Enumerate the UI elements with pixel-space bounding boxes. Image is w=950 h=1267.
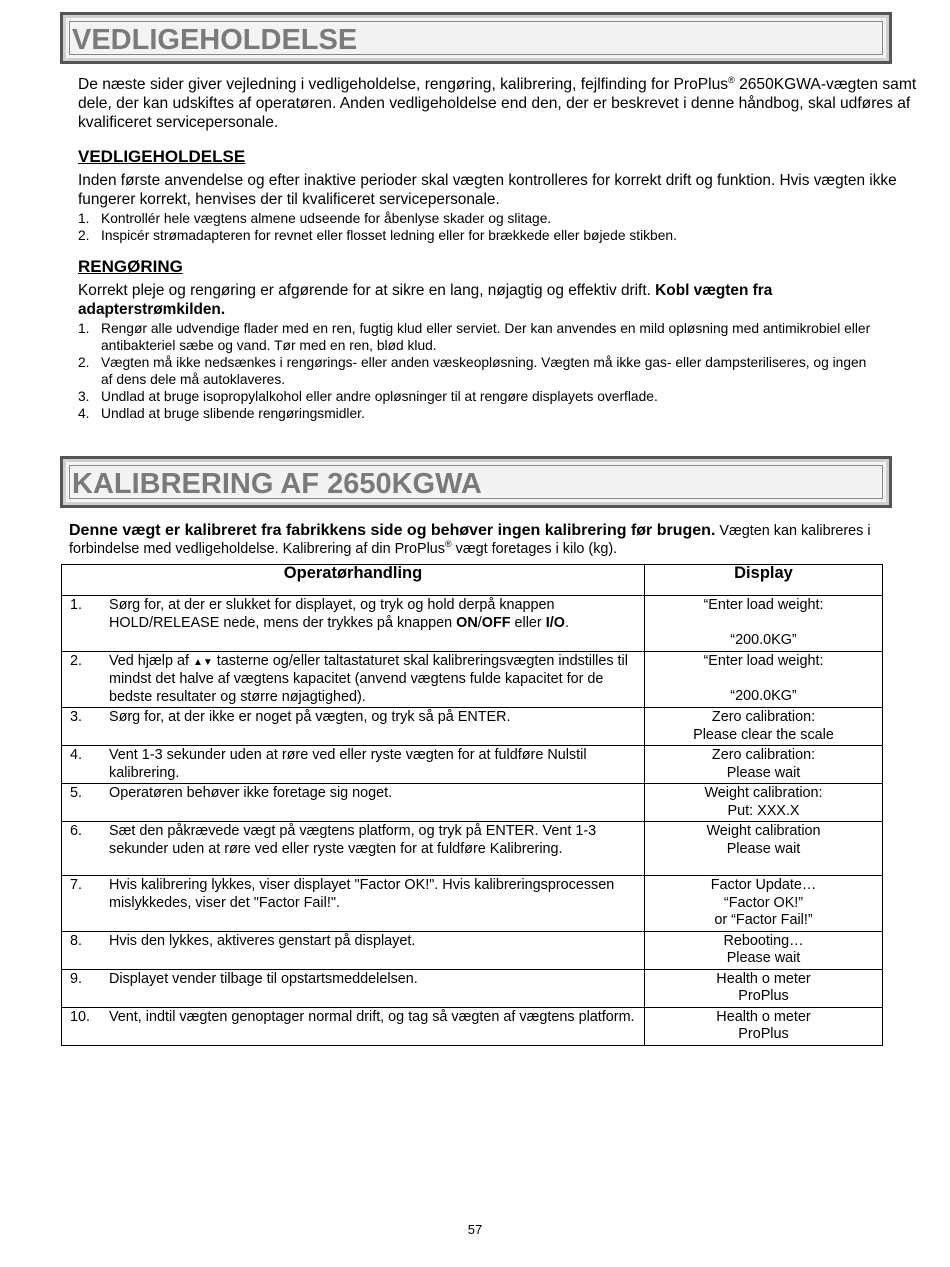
maintenance-heading: VEDLIGEHOLDELSE bbox=[78, 147, 246, 166]
column-header-display: Display bbox=[645, 565, 883, 596]
table-row: 1. Sørg for, at der er slukket for displayet, og tryk og hold derpå knappen HOLD/RELEASE nede, mens der trykkes på knappen ON/OFF eller I/O. “Enter load weight: “200.0KG” bbox=[62, 596, 883, 652]
list-item: 1. Rengør alle udvendige flader med en ren, fugtig klud eller serviet. Der kan anvendes en mild opløsning med antimikrobiel eller antibakteriel sæbe og vand. Tør med en ren, blød klud. bbox=[78, 321, 871, 353]
section-banner-calibration bbox=[60, 456, 892, 508]
maintenance-text: Inden første anvendelse og efter inaktive perioder skal vægten kontrolleres for korrekt drift og funktion. Hvis vægten ikke fungerer korrekt, henvises der til kvalificeret servicepersonale. bbox=[78, 172, 897, 208]
intro-paragraph: De næste sider giver vejledning i vedligeholdelse, rengøring, kalibrering, fejlfinding for ProPlus® 2650KGWA-vægten samt dele, der kan udskiftes af operatøren. Anden vedligeholdelse end den, der er beskrevet i denne håndbog, skal udføres af kvalificeret servicepersonale. bbox=[78, 74, 917, 131]
calibration-table bbox=[61, 564, 883, 1046]
table-row: 7. Hvis kalibrering lykkes, viser displayet "Factor OK!". Hvis kalibreringsprocessen mislykkedes, viser det "Factor Fail!". Factor Update… “Factor OK!” or “Factor Fail!” bbox=[62, 876, 883, 932]
list-item: 2. Vægten må ikke nedsænkes i rengørings- eller anden væskeopløsning. Vægten må ikke gas- eller dampsteriliseres, og ingen af dens dele må autoklaveres. bbox=[78, 355, 867, 387]
up-down-arrows-icon: ▲▼ bbox=[193, 656, 213, 668]
cleaning-text: Korrekt pleje og rengøring er afgørende for at sikre en lang, nøjagtig og effektiv drift. Kobl vægten fra adapterstrømkilden. bbox=[78, 282, 773, 318]
section-banner-maintenance bbox=[60, 12, 892, 64]
table-row: 3. Sørg for, at der ikke er noget på vægten, og tryk så på ENTER. Zero calibration: Please clear the scale bbox=[62, 708, 883, 746]
calibration-intro: Denne vægt er kalibreret fra fabrikkens side og behøver ingen kalibrering før brugen. Vægten kan kalibreres i forbindelse med vedligeholdelse. Kalibrering af din ProPlus® vægt foretages i kilo (kg). bbox=[69, 522, 871, 557]
banner-title: VEDLIGEHOLDELSE bbox=[72, 24, 358, 56]
table-row: 8. Hvis den lykkes, aktiveres genstart på displayet. Rebooting… Please wait bbox=[62, 931, 883, 969]
cleaning-list bbox=[78, 320, 878, 422]
list-item: 4. Undlad at bruge slibende rengøringsmidler. bbox=[78, 406, 365, 421]
list-item: 1. Kontrollér hele vægtens almene udseende for åbenlyse skader og slitage. bbox=[78, 211, 552, 226]
banner-title: KALIBRERING AF 2650KGWA bbox=[72, 468, 482, 500]
maintenance-list bbox=[78, 210, 898, 244]
table-row: 4. Vent 1-3 sekunder uden at røre ved eller ryste vægten for at fuldføre Nulstil kalibrering. Zero calibration: Please wait bbox=[62, 746, 883, 784]
table-row: 6. Sæt den påkrævede vægt på vægtens platform, og tryk på ENTER. Vent 1-3 sekunder uden at røre ved eller ryste vægten for at fuldføre Kalibrering. Weight calibration Please wait bbox=[62, 822, 883, 876]
table-header bbox=[62, 565, 883, 596]
table-row: 10. Vent, indtil vægten genoptager normal drift, og tag så vægten af vægtens platform. Health o meter ProPlus bbox=[62, 1007, 883, 1045]
column-header-action: Operatørhandling bbox=[62, 565, 645, 596]
page-number: 57 bbox=[467, 1222, 483, 1237]
list-item: 2. Inspicér strømadapteren for revnet eller flosset ledning eller for brækkede eller bøjede stikben. bbox=[78, 228, 677, 243]
table-row: 2. Ved hjælp af ▲▼ tasterne og/eller taltastaturet skal kalibreringsvægten indstilles til mindst det halve af vægtens kapacitet (anvend vægtens fulde kapacitet for de bedste resultater og større nøjagtighed). “Enter load weight: “200.0KG” bbox=[62, 651, 883, 708]
table-row: 5. Operatøren behøver ikke foretage sig noget. Weight calibration: Put: XXX.X bbox=[62, 784, 883, 822]
list-item: 3. Undlad at bruge isopropylalkohol eller andre opløsninger til at rengøre displayets overflade. bbox=[78, 389, 658, 404]
table-row: 9. Displayet vender tilbage til opstartsmeddelelsen. Health o meter ProPlus bbox=[62, 969, 883, 1007]
cleaning-heading: RENGØRING bbox=[78, 257, 183, 276]
